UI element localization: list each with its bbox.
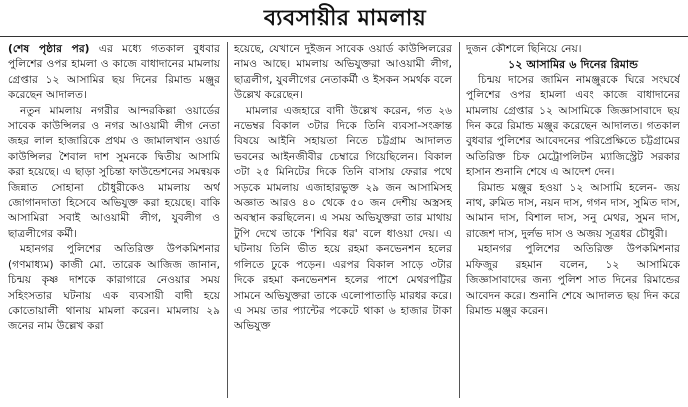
article-headline: ব্যবসায়ীর মামলায়: [263, 5, 427, 31]
column-2-paragraph-2: মামলার এজহারে বাদী উল্লেখ করেন, গত ২৬ নভেম্বর বিকাল ৩টার দিকে তিনি ব্যবসা-সংক্রান্ত বিষয়ে আইনি সহায়তা নিতে চট্টগ্রাম আদালত ভবনের আইনজীবীর চেম্বারে গিয়েছিলেন। বিকাল ৩টা ২৫ মিনিটের দিকে তিনি বাসায় ফেরার পথে সড়কে মামলায় এজাহারভুক্ত ২৯ জন আসামিসহ অজ্ঞাত আরও ৪০ থেকে ৫০ জন দেশীয় অস্ত্রসহ অবস্থান করছিলেন। এ সময় অভিযুক্তরা তার মাথায় টুপি দেখে তাকে 'শিবির ধর' বলে ধাওয়া দেয়। এ ঘটনায় তিনি ভীত হয়ে রহমা কনভেনশন হলের গলিতে ঢুকে পড়েন। এরপর বিকাল সাড়ে ৩টার দিকে রহমা কনভেনশন হলের পাশে মেথরপট্টির সামনে অভিযুক্তরা তাকে এলোপাতাড়ি মারধর করে। এ সময় তার প্যান্টের পকেটে থাকা ৬ হাজার টাকা অভিযুক্ত: [234, 104, 452, 333]
continued-from-marker: (শেষ পৃষ্ঠার পর): [8, 43, 90, 55]
column-3-paragraph-2: চিন্ময় দাসের জামিন নামঞ্জুরকে ঘিরে সংঘর্ষে পুলিশের ওপর হামলা এবং কাজে বাধাদানের মামলায় গ্রেপ্তার ১২ আসামিকে জিজ্ঞাসাবাদে ছয় দিন করে রিমান্ড মঞ্জুর করেছেন আদালত। গতকাল বুধবার পুলিশের আবেদনের পরিপ্রেক্ষিতে চট্টগ্রামের অতিরিক্ত চিফ মেট্রোপলিটন ম্যাজিস্ট্রেট সরকার হাসান শুনানি শেষে এ আদেশ দেন।: [466, 73, 680, 179]
column-1-paragraph-1: [8, 42, 220, 104]
headline-rule: [0, 36, 688, 37]
section-subheading: ১২ আসামির ৬ দিনের রিমান্ড: [508, 58, 638, 72]
column-1-paragraph-1-text: এর মধ্যে গতকাল বুধবার পুলিশের ওপর হামলা ও কাজে বাধাদানের মামলায় গ্রেপ্তার ১২ আসামির ছয় দিনের রিমান্ড মঞ্জুর করেছেন আদালত।: [8, 43, 220, 102]
column-2-paragraph-1: হয়েছে, যেখানে দুইজন সাবেক ওয়ার্ড কাউন্সিলরের নামও আছে। মামলায় অভিযুক্তরা আওয়ামী লীগ, ছাত্রলীগ, যুবলীগের নেতাকর্মী ও ইসকন সমর্থক বলে উল্লেখ করেছেন।: [234, 43, 452, 102]
column-divider-1: [227, 42, 228, 398]
column-1-paragraph-3: মহানগর পুলিশের অতিরিক্ত উপকমিশনার (গণমাধ্যম) কাজী মো. তারেক আজিজ জানান, চিন্ময় কৃষ্ণ দাশকে কারাগারে নেওয়ার সময় সহিংসতার ঘটনায় এক ব্যবসায়ী বাদী হয়ে কোতোয়ালী থানায় মামলা করেন। মামলায় ২৯ জনের নাম উল্লেখ করা: [8, 243, 220, 333]
column-3-paragraph-3: রিমান্ড মঞ্জুর হওয়া ১২ আসামি হলেন- জয় নাথ, রুমিত দাস, নয়ন দাস, গগন দাস, সুমিত দাস, আমান দাস, বিশাল দাস, সনু মেথর, সুমন দাস, রাজেশ দাস, দুর্লভ দাস ও অজয় সূত্রধর চৌধুরী।: [466, 181, 680, 240]
article-column-2: [234, 42, 452, 402]
article-column-1: [8, 42, 220, 402]
column-3-paragraph-4: মহানগর পুলিশের অতিরিক্ত উপকমিশনার মফিজুর রহমান বলেন, ১২ আসামিকে জিজ্ঞাসাবাদের জন্য পুলিশ সাত দিনের রিমান্ডের আবেদন করে। শুনানি শেষে আদালত ছয় দিন করে রিমান্ড মঞ্জুর করেন।: [466, 243, 680, 317]
page-fold-mark: [330, 398, 354, 406]
article-column-3: [466, 42, 680, 402]
column-divider-2: [459, 42, 460, 398]
column-3-paragraph-1: দুজন কৌশলে ছিনিয়ে নেয়।: [466, 43, 582, 55]
column-1-paragraph-2: নতুন মামলায় নগরীর আন্দরকিল্লা ওয়ার্ডের সাবেক কাউন্সিলর ও নগর আওয়ামী লীগ নেতা জহর লাল হাজারিকে প্রথম ও জামালখান ওয়ার্ড কাউন্সিলর শৈবাল দাশ সুমনকে দ্বিতীয় আসামি করা হয়েছে। এ ছাড়া সুচিন্তা ফাউন্ডেশনের সমন্বয়ক জিন্নাত সোহানা চৌধুরীকেও মামলায় অর্থ জোগানদাতা হিসেবে অভিযুক্ত করা হয়েছে। বাকি আসামিরা সবাই আওয়ামী লীগ, যুবলীগ ও ছাত্রলীগের কর্মী।: [8, 104, 220, 240]
